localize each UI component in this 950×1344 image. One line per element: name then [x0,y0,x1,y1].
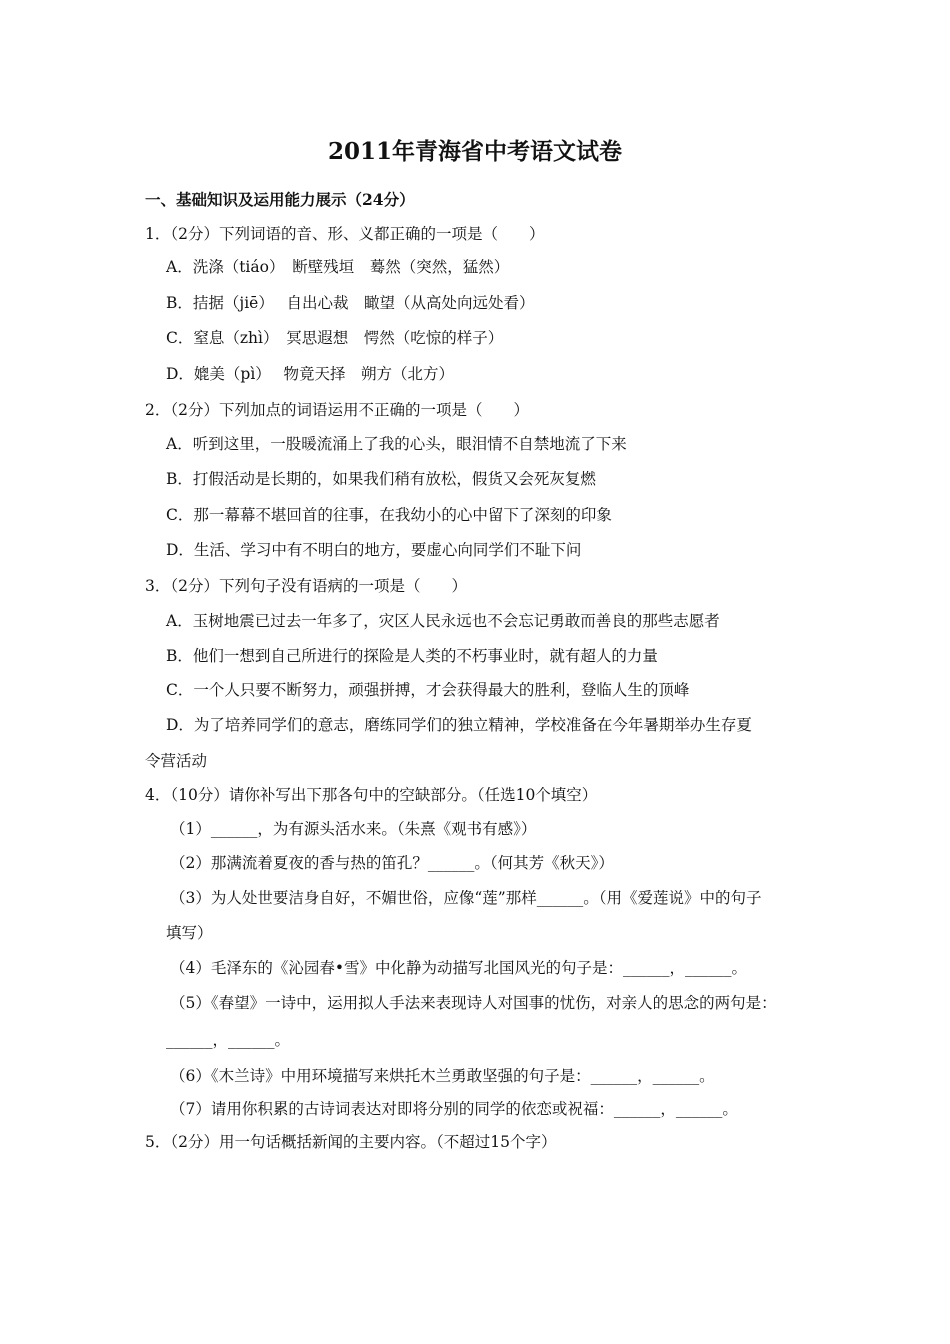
question-2-option-b: B．打假活动是长期的，如果我们稍有放松，假货又会死灰复燃 [166,470,596,488]
question-2-option-c: C．那一幕幕不堪回首的往事，在我幼小的心中留下了深刻的印象 [166,506,612,524]
question-1-option-c: C．窒息（zhì） 冥思遐想 愕然（吃惊的样子） [166,329,504,347]
question-3-option-b: B．他们一想到自己所进行的探险是人类的不朽事业时，就有超人的力量 [166,647,658,665]
question-1-stem: 1．（2分）下列词语的音、形、义都正确的一项是（ ） [145,225,545,243]
question-4-item-5-continued: ______，______。 [166,1031,291,1049]
question-4-item-4: （4）毛泽东的《沁园春•雪》中化静为动描写北国风光的句子是：______，______。 [170,959,748,977]
question-1-option-b: B．拮据（jiē） 自出心裁 瞰望（从高处向远处看） [166,294,535,312]
question-4-item-6: （6）《木兰诗》中用环境描写来烘托木兰勇敢坚强的句子是：______，______。 [170,1067,715,1085]
question-5-stem: 5．（2分）用一句话概括新闻的主要内容。（不超过15个字） [145,1133,557,1151]
question-3-stem: 3．（2分）下列句子没有语病的一项是（ ） [145,577,467,595]
question-4-item-1: （1）______，为有源头活水来。（朱熹《观书有感》） [170,820,537,838]
question-2-option-d: D．生活、学习中有不明白的地方，要虚心向同学们不耻下问 [166,541,582,559]
question-1-option-a: A．洗涤（tiáo） 断壁残垣 蓦然（突然，猛然） [166,258,510,276]
question-3-option-a: A．玉树地震已过去一年多了，灾区人民永远也不会忘记勇敢而善良的那些志愿者 [166,612,720,630]
question-4-stem: 4．（10分）请你补写出下那各句中的空缺部分。（任选10个填空） [145,786,598,804]
question-4-item-3: （3）为人处世要洁身自好，不媚世俗，应像“莲”那样______。（用《爱莲说》中的句子 [170,889,762,907]
page-title: 2011年青海省中考语文试卷 [327,138,622,165]
question-4-item-5: （5）《春望》一诗中，运用拟人手法来表现诗人对国事的忧伤，对亲人的思念的两句是： [170,994,777,1012]
section-heading: 一、基础知识及运用能力展示（24分） [145,190,415,209]
question-4-item-3-continued: 填写） [166,924,213,942]
question-3-option-d-continued: 令营活动 [145,752,208,770]
question-4-item-7: （7）请用你积累的古诗词表达对即将分别的同学的依恋或祝福：______，______。 [170,1100,738,1118]
question-2-option-a: A．听到这里，一股暖流涌上了我的心头，眼泪情不自禁地流了下来 [166,435,627,453]
question-3-option-c: C．一个人只要不断努力，顽强拼搏，才会获得最大的胜利，登临人生的顶峰 [166,681,690,699]
question-2-stem: 2．（2分）下列加点的词语运用不正确的一项是（ ） [145,401,529,419]
question-4-item-2: （2）那满流着夏夜的香与热的笛孔？______。（何其芳《秋天》） [170,854,614,872]
question-3-option-d: D．为了培养同学们的意志，磨练同学们的独立精神，学校准备在今年暑期举办生存夏 [166,716,752,734]
question-1-option-d: D．媲美（pì） 物竟天择 朔方（北方） [166,365,454,383]
